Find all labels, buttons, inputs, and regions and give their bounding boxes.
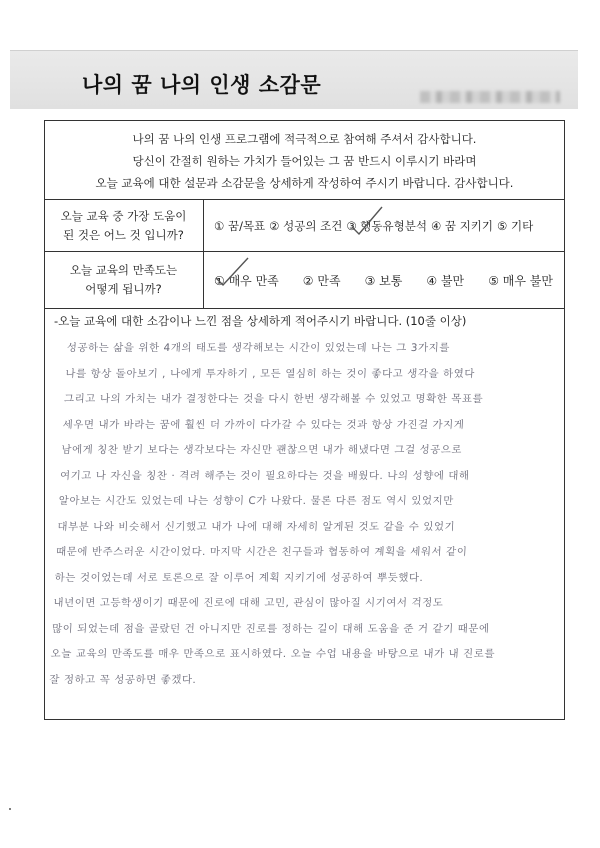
intro-section xyxy=(44,120,565,200)
q2-option-1[interactable]: ① 매우 만족 xyxy=(214,273,279,288)
handwritten-essay xyxy=(49,336,568,693)
essay-prompt: -오늘 교육에 대한 소감이나 느낀 점을 상세하게 적어주시기 바랍니다. (10줄 이상) xyxy=(54,314,467,328)
q2-option-5[interactable]: ⑤ 매우 불만 xyxy=(488,273,553,288)
intro-line-2: 당신이 간절히 원하는 가치가 들어있는 그 꿈 반드시 이루시기 바라며 xyxy=(132,154,477,168)
q2-option-3[interactable]: ③ 보통 xyxy=(364,273,403,288)
essay-line: 오늘 교육의 만족도를 매우 만족으로 표시하였다. 오늘 수업 내용을 바탕으로 내가 내 진로를 xyxy=(50,648,496,660)
essay-line: 여기고 나 자신을 칭찬 · 격려 해주는 것이 필요하다는 것을 배웠다. 나의 성향에 대해 xyxy=(59,469,470,482)
intro-line-3: 오늘 교육에 대한 설문과 소감문을 상세하게 작성하여 주시기 바랍니다. 감사합니다. xyxy=(95,176,514,190)
essay-line: 알아보는 시간도 있었는데 나는 성향이 C가 나왔다. 물론 다른 점도 역시 있었지만 xyxy=(58,495,455,507)
essay-line: 그리고 나의 가치는 내가 결정한다는 것을 다시 한번 생각해볼 수 있었고 명확한 목표를 xyxy=(63,393,484,405)
essay-line: 세우면 내가 바라는 꿈에 훨씬 더 가까이 다가갈 수 있다는 것과 항상 가진걸 가지게 xyxy=(62,418,465,431)
intro-line-1: 나의 꿈 나의 인생 프로그램에 적극적으로 참여해 주셔서 감사합니다. xyxy=(132,132,477,146)
q2-option-2[interactable]: ② 만족 xyxy=(302,273,341,288)
blurred-watermark xyxy=(420,91,560,103)
q1-option-5[interactable]: ⑤ 기타 xyxy=(497,218,534,233)
q1-option-1[interactable]: ① 꿈/목표 xyxy=(214,218,266,233)
question-1-text xyxy=(44,200,204,251)
essay-line: 성공하는 삶을 위한 4개의 태도를 생각해보는 시간이 있었는데 나는 그 3가지를 xyxy=(66,342,451,354)
question-2-line-2: 어떻게 됩니까? xyxy=(85,282,162,296)
essay-line: 내년이면 고등학생이기 때문에 진로에 대해 고민, 관심이 많아질 시기여서 걱정도 xyxy=(53,597,444,609)
question-1-line-1: 오늘 교육 중 가장 도움이 xyxy=(60,208,187,223)
essay-line: 대부분 나와 비슷해서 신기했고 내가 나에 대해 자세히 알게된 것도 같을 수 있었기 xyxy=(57,520,456,533)
essay-line: 하는 것이었는데 서로 토론으로 잘 이루어 계획 지키기에 성공하여 뿌듯했다. xyxy=(54,571,424,584)
question-2-text xyxy=(44,252,204,308)
question-2-line-1: 오늘 교육의 만족도는 xyxy=(69,263,178,277)
q1-option-4[interactable]: ④ 꿈 지키기 xyxy=(430,218,494,233)
page-title: 나의 꿈 나의 인생 소감문 xyxy=(82,73,322,97)
essay-line: 잘 정하고 꼭 성공하면 좋겠다. xyxy=(49,673,197,686)
essay-line: 많이 되었는데 점을 골랐던 건 아니지만 진로를 정하는 길이 대해 도움을 준 거 같기 때문에 xyxy=(51,622,490,635)
q1-option-3[interactable]: ③ 행동유형분석 xyxy=(346,218,427,233)
scan-speck xyxy=(9,808,11,810)
q1-option-2[interactable]: ② 성공의 조건 xyxy=(269,218,343,233)
survey-question-1 xyxy=(44,200,565,252)
essay-line: 나를 항상 돌아보기 , 나에게 투자하기 , 모든 열심히 하는 것이 좋다고 생각을 하였다 xyxy=(65,367,476,380)
question-1-options xyxy=(214,200,559,251)
question-1-line-2: 된 것은 어느 것 입니까? xyxy=(63,227,184,242)
question-2-options xyxy=(214,252,559,308)
survey-question-2 xyxy=(44,252,565,309)
essay-line: 때문에 반주스러운 시간이었다. 마지막 시간은 친구들과 협동하여 계획을 세워서 같이 xyxy=(55,546,468,558)
essay-line: 남에게 칭찬 받기 보다는 생각보다는 자신만 괜찮으면 내가 해냈다면 그걸 성공으로 xyxy=(61,444,463,456)
q2-option-4[interactable]: ④ 불만 xyxy=(426,273,465,288)
